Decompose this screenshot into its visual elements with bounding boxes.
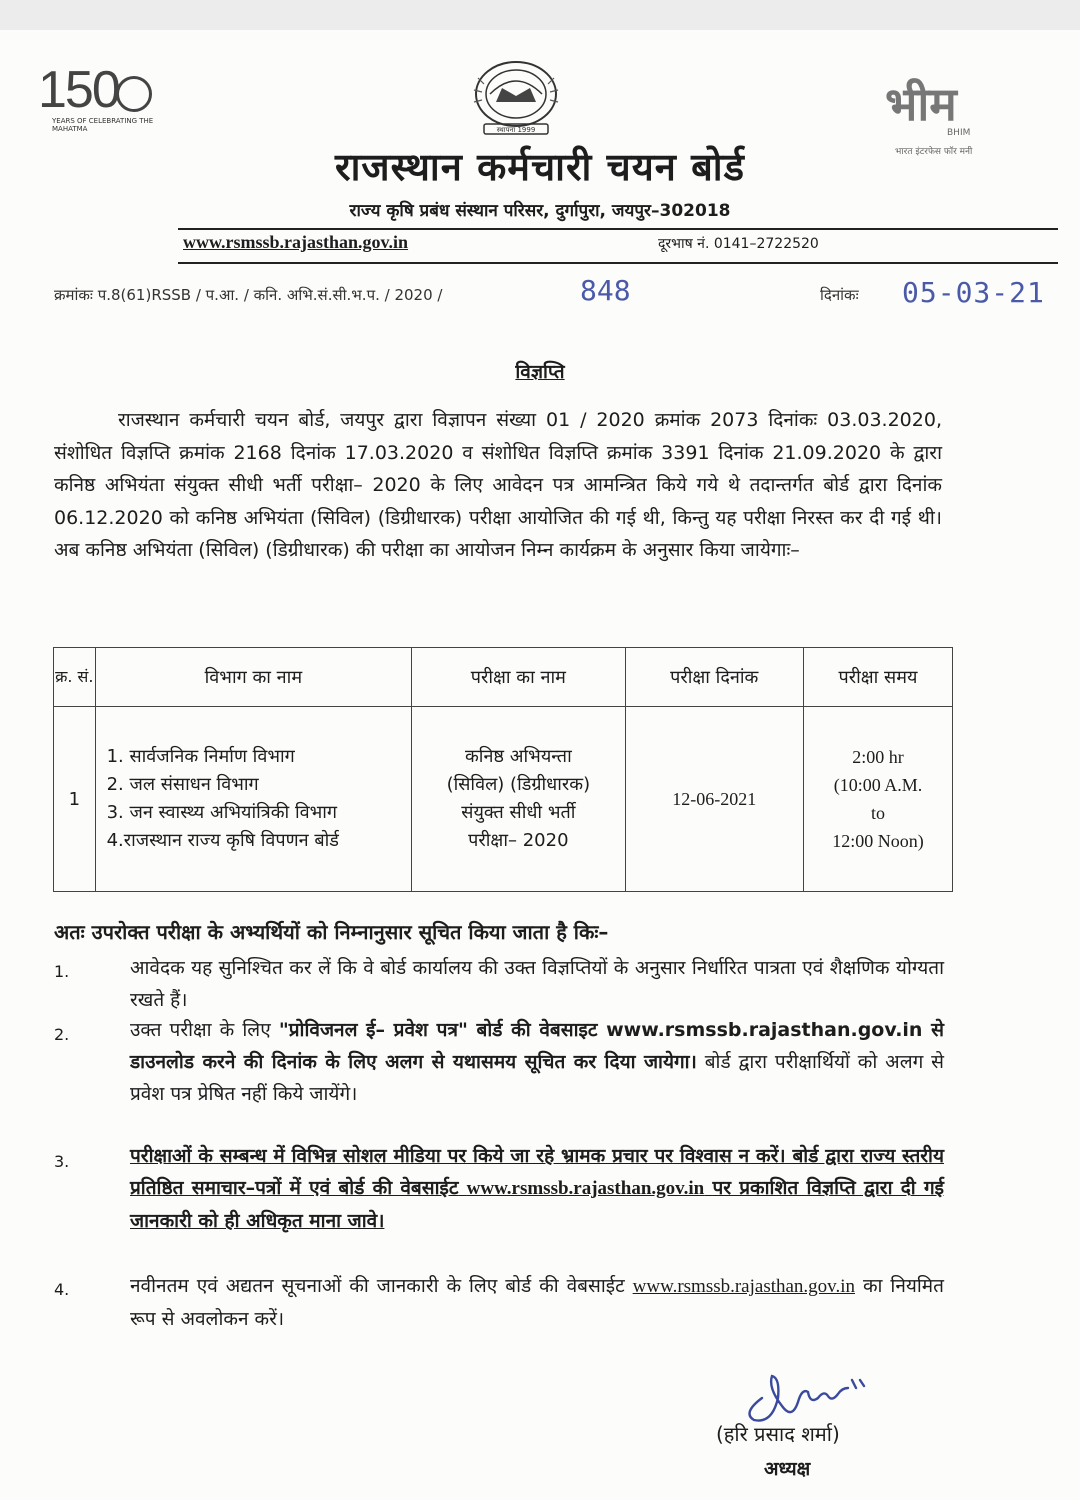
bhim-tagline: भारत इंटरफेस फॉर मनी	[895, 147, 973, 157]
cell-exam	[412, 707, 625, 892]
emblem-text: स्थापना 1999	[496, 126, 536, 134]
exam-schedule-table	[53, 647, 953, 892]
signatory-name: (हरि प्रसाद शर्मा)	[716, 1422, 840, 1446]
signatory-designation: अध्यक्ष	[764, 1458, 811, 1480]
board-address: राज्य कृषि प्रबंध संस्थान परिसर, दुर्गापुरा, जयपुर–302018	[349, 201, 731, 221]
notice-paragraph-text: राजस्थान कर्मचारी चयन बोर्ड, जयपुर द्वारा विज्ञापन संख्या 01 / 2020 क्रमांक 2073 दिनांकः 03.03.2020, संशोधित विज्ञप्ति क्रमांक 2168 दिनांक 17.03.2020 व संशोधित विज्ञप्ति क्रमांक 3391 दिनांक 21.09.2020 के द्वारा कनिष्ठ अभियंता संयुक्त सीधी भर्ती परीक्षा– 2020 के लिए आवेदन पत्र आमन्त्रित किये गये थे तदान्तर्गत बोर्ड द्वारा दिनांक 06.12.2020 को कनिष्ठ अभियंता (सिविल) (डिग्रीधारक) परीक्षा आयोजित की गई थी, किन्तु यह परीक्षा निरस्त कर दी गई थी। अब कनिष्ठ अभियंता (सिविल) (डिग्रीधारक) की परीक्षा का आयोजन निम्न कार्यक्रम के अनुसार किया जायेगाः–	[54, 409, 942, 561]
item3-text-a: परीक्षाओं के सम्बन्ध में विभिन्न सोशल मीडिया पर किये जा रहे भ्रामक प्रचार पर विश्वास न करें। बोर्ड द्वारा राज्य स्तरीय प्रतिष्ठित समाचार–पत्रों में एवं बोर्ड की वेबसाईट	[130, 1145, 944, 1199]
item4-text-b: का नियमित रूप से अवलोकन करें।	[130, 1275, 944, 1330]
time-line: 12:00 Noon)	[832, 831, 924, 851]
board-emblem-icon	[460, 58, 572, 140]
date-label: दिनांकः	[820, 286, 859, 304]
header-sn: क्र. सं.	[54, 648, 96, 707]
notice-heading: विज्ञप्ति	[515, 361, 565, 383]
bhim-mark: भीम	[885, 77, 957, 131]
instruction-item-2	[130, 1014, 944, 1110]
time-line: 2:00 hr	[852, 747, 904, 767]
cell-sn: 1	[54, 707, 96, 892]
instruction-item-1: आवेदक यह सुनिश्चित कर लें कि वे बोर्ड कार्यालय की उक्त विज्ञप्तियों के अनुसार निर्धारित पात्रता एवं शैक्षणिक योग्यता रखते हैं।	[130, 957, 944, 1011]
handwritten-number: 848	[580, 274, 631, 307]
header-phone: दूरभाष नं. 0141–2722520	[658, 236, 819, 252]
item-number: 3.	[54, 1152, 70, 1171]
reference-number: क्रमांकः प.8(61)RSSB / प.आ. / कनि. अभि.सं.सी.भ.प. / 2020 /	[54, 286, 443, 304]
item2-text-a: उक्त परीक्षा के लिए	[130, 1019, 271, 1041]
header-date: परीक्षा दिनांक	[625, 648, 803, 707]
board-title: राजस्थान कर्मचारी चयन बोर्ड	[335, 145, 745, 189]
exam-name-line: कनिष्ठ अभियन्ता	[464, 746, 572, 767]
header-time: परीक्षा समय	[803, 648, 952, 707]
item3-text-b: पर प्रकाशित विज्ञप्ति द्वारा दी गई जानकारी को ही अधिकृत माना जावे।	[130, 1177, 944, 1232]
gandhi-150-logo	[38, 61, 154, 152]
department-item: 3. जन स्वास्थ्य अभियांत्रिकी विभाग	[106, 802, 338, 823]
item4-website-link[interactable]: www.rsmssb.rajasthan.gov.in	[632, 1276, 855, 1297]
department-item: 1. सार्वजनिक निर्माण विभाग	[106, 746, 295, 767]
header-website-link[interactable]: www.rsmssb.rajasthan.gov.in	[183, 232, 409, 252]
logo150-tagline: YEARS OF CELEBRATING THE MAHATMA	[52, 117, 154, 133]
department-item: 4.राजस्थान राज्य कृषि विपणन बोर्ड	[106, 830, 339, 851]
time-line: to	[870, 803, 885, 823]
table-row	[54, 707, 953, 892]
item3-website-link[interactable]: www.rsmssb.rajasthan.gov.in	[466, 1178, 705, 1199]
exam-name-line: (सिविल) (डिग्रीधारक)	[446, 774, 591, 795]
item4-text-a: नवीनतम एवं अद्यतन सूचनाओं की जानकारी के लिए बोर्ड की वेबसाईट	[130, 1275, 625, 1297]
cell-departments	[95, 707, 412, 892]
exam-name-line: परीक्षा– 2020	[468, 830, 569, 851]
item2-text-bold: "प्रोविजनल ई– प्रवेश पत्र" बोर्ड की वेबसाइट www.rsmssb.rajasthan.gov.in से डाउनलोड करने की दिनांक के लिए अलग से यथासमय सूचित कर दिया जायेगा।	[130, 1019, 944, 1073]
item-number: 4.	[54, 1280, 70, 1299]
department-item: 2. जल संसाधन विभाग	[106, 774, 259, 795]
page-top-margin	[0, 0, 1080, 30]
instruction-item-4	[130, 1270, 944, 1335]
item-number: 2.	[54, 1025, 70, 1044]
signature-mark	[732, 1358, 872, 1428]
department-list	[97, 743, 411, 855]
cell-exam-time	[803, 707, 952, 892]
handwritten-date: 05-03-21	[902, 276, 1045, 309]
exam-name-line: संयुक्त सीधी भर्ती	[461, 802, 576, 823]
item-number: 1.	[54, 962, 70, 981]
header-department: विभाग का नाम	[95, 648, 412, 707]
instruction-item-3	[130, 1140, 944, 1237]
instructions-intro: अतः उपरोक्त परीक्षा के अभ्यर्थियों को निम्नानुसार सूचित किया जाता है किः–	[54, 920, 609, 944]
header-divider-top	[178, 228, 1058, 230]
logo150-number: 150	[38, 61, 119, 119]
charkha-wheel-icon	[116, 76, 152, 112]
time-line: (10:00 A.M.	[833, 775, 923, 795]
header-divider-bottom	[178, 262, 1058, 264]
table-header-row	[54, 648, 953, 707]
item2-text-c: बोर्ड द्वारा परीक्षार्थियों को अलग से प्रवेश पत्र प्रेषित नहीं किये जायेंगे।	[130, 1051, 944, 1105]
cell-exam-date: 12-06-2021	[625, 707, 803, 892]
header-exam: परीक्षा का नाम	[412, 648, 625, 707]
notice-paragraph	[54, 404, 942, 567]
bhim-label: BHIM	[947, 128, 971, 138]
